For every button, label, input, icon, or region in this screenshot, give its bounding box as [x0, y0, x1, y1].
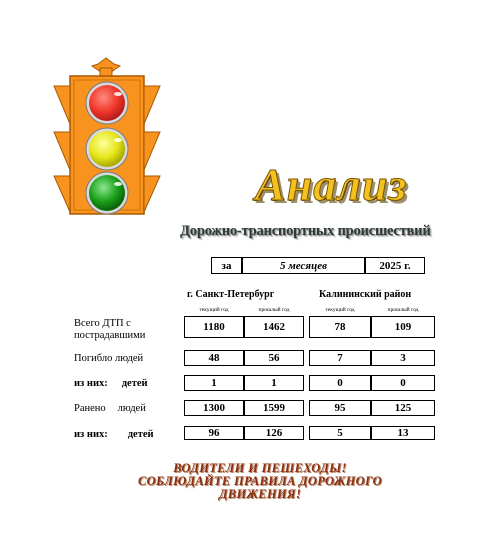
- cell-total-district-previous: 109: [371, 316, 435, 338]
- cell-total-spb-current: 1180: [184, 316, 244, 338]
- row-label-injured-children: из них: детей: [74, 429, 154, 440]
- slogan-line-3: ДВИЖЕНИЯ!: [218, 487, 302, 501]
- header-spb: г. Санкт-Петербург: [187, 289, 275, 300]
- cell-killed-children-spb-previous: 1: [244, 375, 304, 391]
- header-district: Калининский район: [319, 289, 412, 300]
- cell-injured-district-current: 95: [309, 400, 371, 416]
- period-value: 5 месяцев: [242, 257, 365, 274]
- cell-killed-children-district-current: 0: [309, 375, 371, 391]
- cell-injured-spb-current: 1300: [184, 400, 244, 416]
- row-label-killed-children: из них: детей: [74, 378, 148, 389]
- cell-killed-district-current: 7: [309, 350, 371, 366]
- row-label-total: Всего ДТП с пострадавшими: [74, 318, 146, 341]
- subheader-spb-previous: прошлый год: [258, 307, 290, 313]
- cell-total-district-current: 78: [309, 316, 371, 338]
- period-year: 2025 г.: [365, 257, 425, 274]
- cell-killed-children-spb-current: 1: [184, 375, 244, 391]
- subheader-spb-current: текущий год: [199, 307, 229, 313]
- page-subtitle: Дорожно-транспортных происшествий: [180, 223, 431, 239]
- safety-slogan: [80, 462, 440, 501]
- cell-injured-district-previous: 125: [371, 400, 435, 416]
- cell-injured-children-district-previous: 13: [371, 426, 435, 440]
- cell-killed-spb-previous: 56: [244, 350, 304, 366]
- cell-total-spb-previous: 1462: [244, 316, 304, 338]
- slogan-line-1: ВОДИТЕЛИ И ПЕШЕХОДЫ!: [173, 461, 347, 475]
- cell-killed-children-district-previous: 0: [371, 375, 435, 391]
- cell-injured-children-district-current: 5: [309, 426, 371, 440]
- cell-injured-children-spb-previous: 126: [244, 426, 304, 440]
- page-title: Анализ: [255, 159, 408, 210]
- subheader-district-previous: прошлый год: [387, 307, 419, 313]
- cell-injured-spb-previous: 1599: [244, 400, 304, 416]
- period-prefix: за: [211, 257, 242, 274]
- row-label-killed: Погибло людей: [74, 353, 144, 364]
- cell-injured-children-spb-current: 96: [184, 426, 244, 440]
- traffic-light-icon: [48, 56, 168, 216]
- slogan-line-2: СОБЛЮДАЙТЕ ПРАВИЛА ДОРОЖНОГО: [138, 474, 382, 488]
- subheader-district-current: текущий год: [325, 307, 355, 313]
- cell-killed-spb-current: 48: [184, 350, 244, 366]
- row-label-injured: Ранено людей: [74, 403, 146, 414]
- cell-killed-district-previous: 3: [371, 350, 435, 366]
